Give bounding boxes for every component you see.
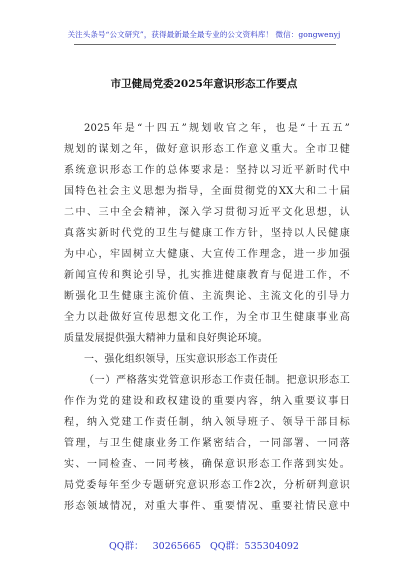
body-line: 局党委每年至少专题研究意识形态工作2次，分析研判意识 <box>64 480 350 491</box>
body-line: 国特色社会主义思想为指导，全面贯彻党的XX大和二十届 <box>64 186 350 197</box>
body-line: 实、一同检查、一同考核，确保意识形态工作落到实处。 <box>64 459 350 470</box>
body-line: 全力以赴做好宣传思想文化工作，为全市卫生健康事业高 <box>64 312 350 323</box>
body-line: 规划的谋划之年，做好意识形态工作意义重大。全市卫健 <box>64 144 350 155</box>
body-line: 新闻宣传和舆论引导，扎实推进健康教育与促进工作，不 <box>64 270 350 281</box>
document-title: 市卫健局党委2025年意识形态工作要点 <box>110 78 298 90</box>
body-line: 2025年是“十四五”规划收官之年，也是“十五五” <box>84 123 350 134</box>
body-line: 管理，与卫生健康业务工作紧密结合，一同部署、一同落 <box>64 438 350 449</box>
body-line: 系统意识形态工作的总体要求是：坚持以习近平新时代中 <box>64 165 350 176</box>
body-line: 二中、三中全会精神，深入学习贯彻习近平文化思想，认 <box>64 207 350 218</box>
footer-qq-groups: QQ群： 30265665 QQ群：535304092 <box>109 541 299 552</box>
body-line: 质量发展提供强大精神力量和良好舆论环境。 <box>64 333 268 344</box>
header-divider <box>74 44 336 45</box>
body-line: 为中心，牢固树立大健康、大宣传工作理念，进一步加强 <box>64 249 350 260</box>
body-line: 程，纳入党建工作责任制，纳入领导班子、领导干部目标 <box>64 417 350 428</box>
body-line: 作作为党的建设和政权建设的重要内容，纳入重要议事日 <box>64 396 350 407</box>
body-line: 真落实新时代党的卫生与健康工作方针，坚持以人民健康 <box>64 228 350 239</box>
body-line: （一）严格落实党管意识形态工作责任制。把意识形态工 <box>84 375 350 386</box>
body-line: 形态领域情况，对重大事件、重要情况、重要社情民意中 <box>64 501 350 512</box>
header-promo-note: 关注头条号“公文研究”，获得最新最全最专业的公文资料库！ 微信：gongwenyj <box>67 30 341 39</box>
body-line: 断强化卫生健康主流价值、主流舆论、主流文化的引导力 <box>64 291 350 302</box>
section-heading: 一、强化组织领导，压实意识形态工作责任 <box>84 354 278 365</box>
